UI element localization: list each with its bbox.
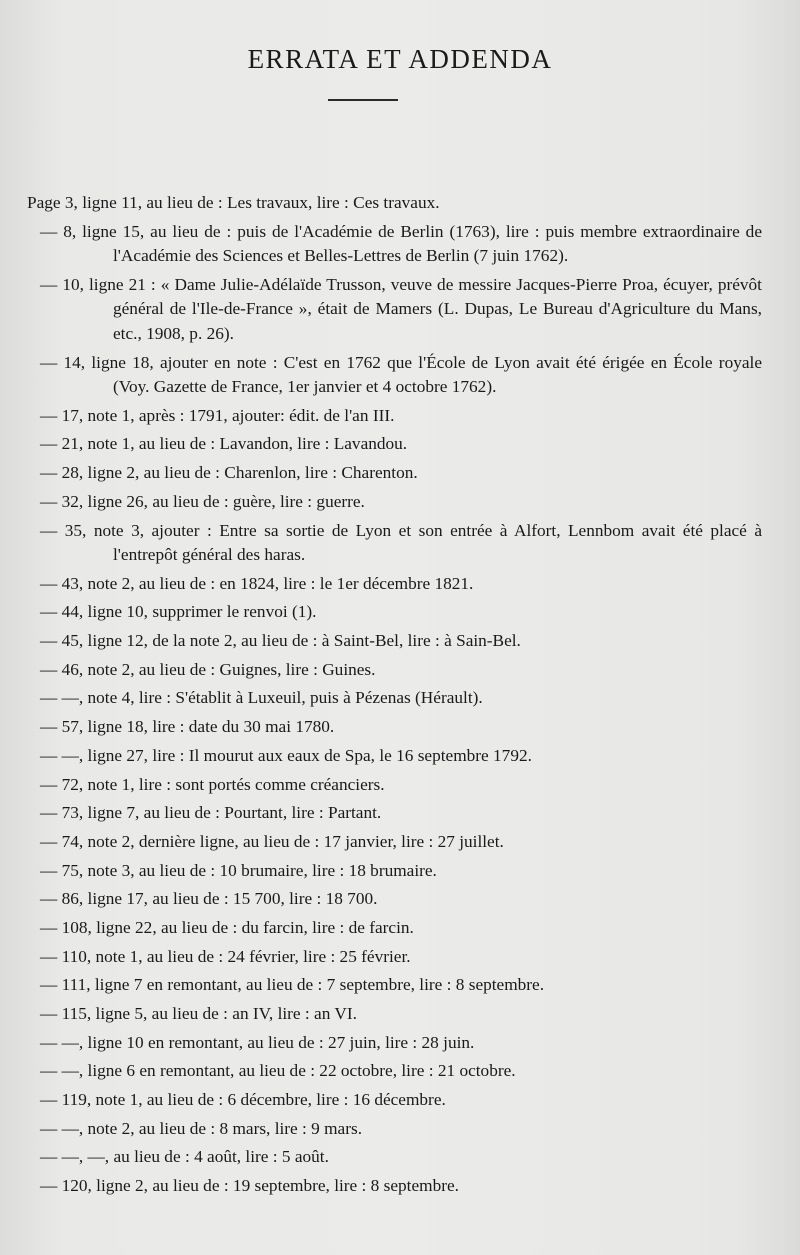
errata-entry: — 120, ligne 2, au lieu de : 19 septembre, lire : 8 septembre.: [40, 1176, 459, 1196]
errata-entry: — 115, ligne 5, au lieu de : an IV, lire : an VI.: [40, 1004, 357, 1023]
errata-entry: — 21, note 1, au lieu de : Lavandon, lire : Lavandou.: [40, 434, 408, 454]
errata-entry: — 35, note 3, ajouter : Entre sa sortie de Lyon et son entrée à Alfort, Lennbom avait été placé à l'entrepôt général des haras.: [40, 520, 762, 564]
errata-entry: Page 3, ligne 11, au lieu de : Les travaux, lire : Ces travaux.: [27, 193, 440, 212]
errata-entry: — —, note 4, lire : S'établit à Luxeuil, puis à Pézenas (Hérault).: [40, 688, 483, 708]
title-rule: [328, 99, 398, 101]
errata-entry: — 8, ligne 15, au lieu de : puis de l'Académie de Berlin (1763), lire : puis membre extraordinaire de l'Académie des Sciences et Belles-Lettres de Berlin (7 juin 1762).: [40, 221, 762, 266]
errata-entry: — 32, ligne 26, au lieu de : guère, lire : guerre.: [40, 491, 365, 511]
errata-entry: — —, ligne 6 en remontant, au lieu de : 22 octobre, lire : 21 octobre.: [40, 1061, 516, 1081]
errata-entry: — 10, ligne 21 : « Dame Julie-Adélaïde Trusson, veuve de messire Jacques-Pierre Proa, écuyer, prévôt général de l'Ile-de-France », était de Mamers (L. Dupas, Le Bureau d'Agriculture du Mans, etc., 1908, p. 26).: [40, 274, 762, 343]
errata-list: [0, 191, 800, 1203]
errata-entry: — 111, ligne 7 en remontant, au lieu de : 7 septembre, lire : 8 septembre.: [40, 975, 545, 995]
errata-entry: — 108, ligne 22, au lieu de : du farcin, lire : de farcin.: [40, 917, 414, 937]
errata-entry: — —, ligne 10 en remontant, au lieu de : 27 juin, lire : 28 juin.: [40, 1032, 475, 1052]
errata-entry: — 14, ligne 18, ajouter en note : C'est en 1762 que l'École de Lyon avait été érigée en École royale (Voy. Gazette de France, 1er janvier et 4 octobre 1762).: [40, 352, 762, 397]
errata-entry: — 57, ligne 18, lire : date du 30 mai 1780.: [40, 717, 335, 737]
errata-entry: — 44, ligne 10, supprimer le renvoi (1).: [40, 602, 317, 622]
errata-entry: — —, ligne 27, lire : Il mourut aux eaux de Spa, le 16 septembre 1792.: [40, 745, 532, 765]
errata-entry: — 28, ligne 2, au lieu de : Charenlon, lire : Charenton.: [40, 463, 418, 483]
errata-entry: — 74, note 2, dernière ligne, au lieu de : 17 janvier, lire : 27 juillet.: [40, 831, 504, 851]
errata-entry: — 73, ligne 7, au lieu de : Pourtant, lire : Partant.: [40, 803, 382, 823]
errata-entry: — —, —, au lieu de : 4 août, lire : 5 août.: [40, 1147, 329, 1167]
errata-entry: — 45, ligne 12, de la note 2, au lieu de : à Saint-Bel, lire : à Sain-Bel.: [40, 631, 521, 651]
errata-entry: — 110, note 1, au lieu de : 24 février, lire : 25 février.: [40, 946, 411, 966]
errata-entry: — 43, note 2, au lieu de : en 1824, lire : le 1er décembre 1821.: [40, 573, 474, 593]
errata-entry: — 46, note 2, au lieu de : Guignes, lire : Guines.: [40, 659, 376, 679]
errata-entry: — 119, note 1, au lieu de : 6 décembre, lire : 16 décembre.: [40, 1090, 446, 1110]
page-title: ERRATA ET ADDENDA: [247, 44, 553, 75]
errata-entry: — —, note 2, au lieu de : 8 mars, lire : 9 mars.: [40, 1118, 363, 1138]
errata-entry: — 75, note 3, au lieu de : 10 brumaire, lire : 18 brumaire.: [40, 860, 437, 880]
errata-entry: — 72, note 1, lire : sont portés comme créanciers.: [40, 774, 385, 794]
errata-entry: — 17, note 1, après : 1791, ajouter: édit. de l'an III.: [40, 405, 395, 425]
errata-entry: — 86, ligne 17, au lieu de : 15 700, lire : 18 700.: [40, 889, 378, 909]
